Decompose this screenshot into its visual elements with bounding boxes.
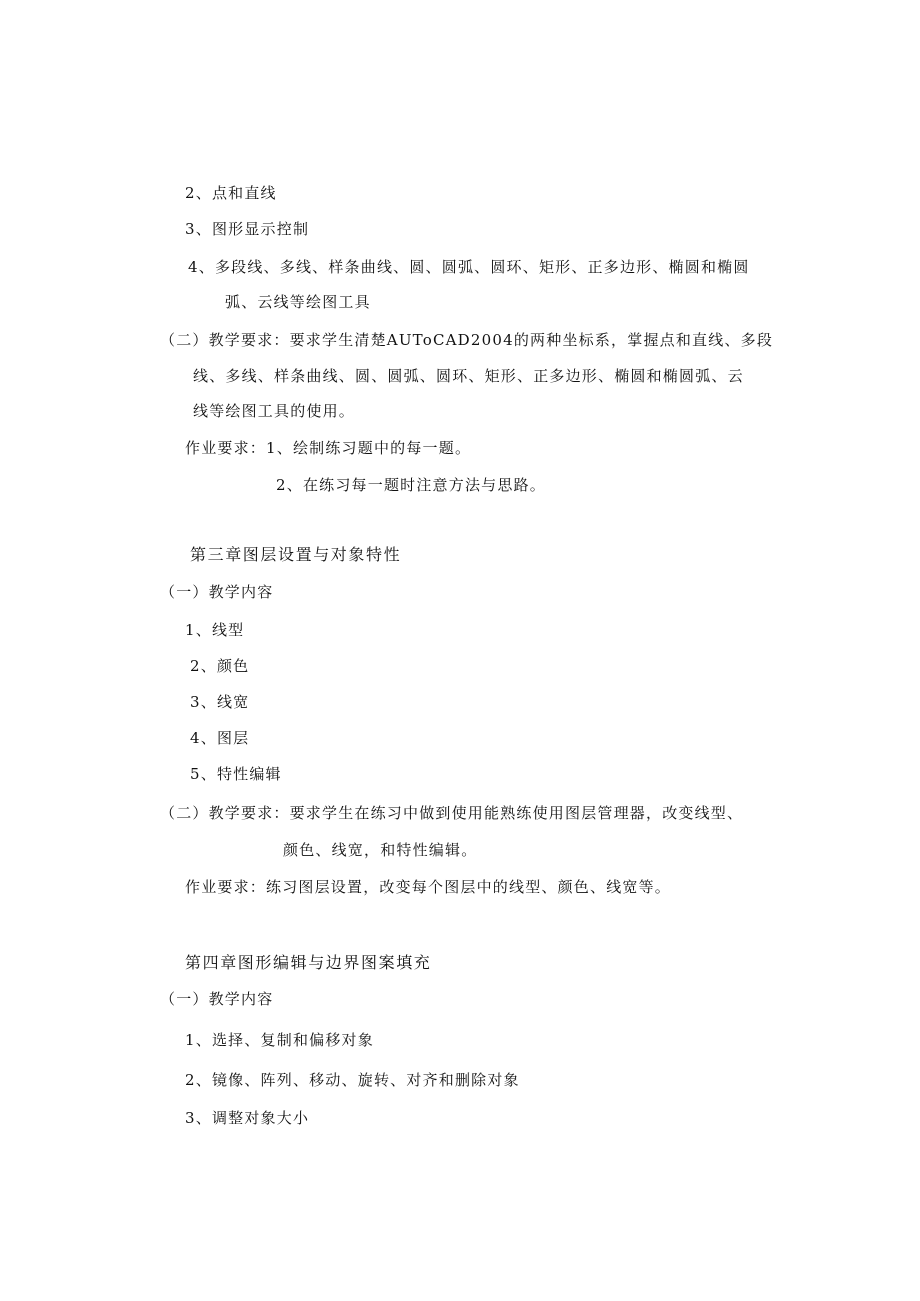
- ch4-item-2: 2、镜像、阵列、移动、旋转、对齐和删除对象: [185, 1071, 520, 1089]
- ch4-content-heading: （一）教学内容: [160, 990, 274, 1008]
- ch3-item-1: 1、线型: [185, 621, 245, 639]
- ch3-item-5: 5、特性编辑: [190, 765, 282, 783]
- ch3-content-heading: （一）教学内容: [160, 583, 274, 601]
- ch2-requirement-line1: （二）教学要求：要求学生清楚AUToCAD2004的两种坐标系，掌握点和直线、多段: [160, 331, 774, 349]
- ch4-item-1: 1、选择、复制和偏移对象: [185, 1031, 374, 1049]
- ch2-item-4-line2: 弧、云线等绘图工具: [225, 293, 371, 311]
- ch3-item-3: 3、线宽: [190, 693, 250, 711]
- ch4-item-3: 3、调整对象大小: [185, 1109, 310, 1127]
- ch4-title: 第四章图形编辑与边界图案填充: [185, 953, 432, 972]
- ch2-homework-line1: 作业要求：1、绘制练习题中的每一题。: [185, 439, 472, 457]
- ch2-item-2: 2、点和直线: [185, 184, 277, 202]
- ch3-homework: 作业要求：练习图层设置，改变每个图层中的线型、颜色、线宽等。: [185, 878, 672, 896]
- ch3-requirement-line1: （二）教学要求：要求学生在练习中做到使用能熟练使用图层管理器，改变线型、: [160, 804, 744, 822]
- ch3-requirement-line2: 颜色、线宽，和特性编辑。: [283, 841, 478, 859]
- ch3-item-2: 2、颜色: [190, 657, 250, 675]
- ch2-item-4-line1: 4、多段线、多线、样条曲线、圆、圆弧、圆环、矩形、正多边形、椭圆和椭圆: [188, 258, 750, 276]
- ch2-requirement-line2: 线、多线、样条曲线、圆、圆弧、圆环、矩形、正多边形、椭圆和椭圆弧、云: [193, 367, 744, 385]
- ch2-requirement-line3: 线等绘图工具的使用。: [193, 402, 356, 420]
- ch3-item-4: 4、图层: [190, 729, 250, 747]
- ch3-title: 第三章图层设置与对象特性: [190, 545, 402, 564]
- ch2-item-3: 3、图形显示控制: [185, 220, 310, 238]
- ch2-homework-line2: 2、在练习每一题时注意方法与思路。: [276, 476, 546, 494]
